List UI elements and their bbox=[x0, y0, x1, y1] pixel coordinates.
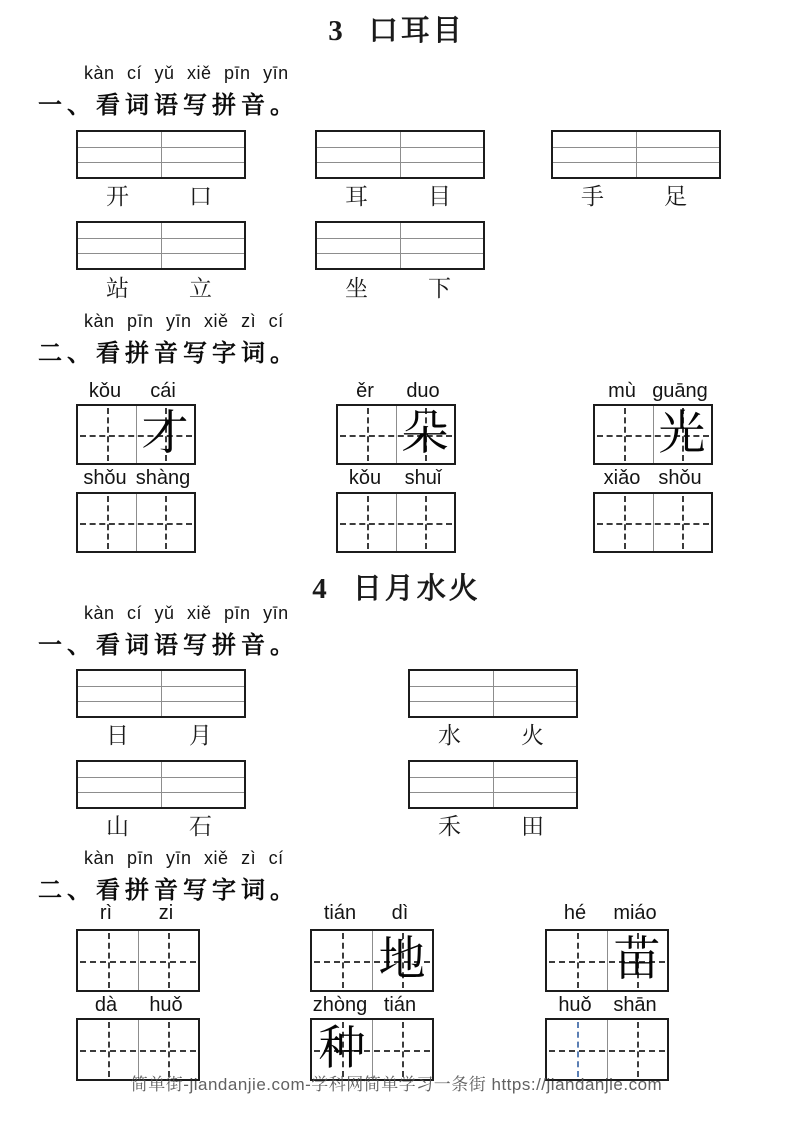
pinyin-write-grid bbox=[551, 130, 721, 179]
pinyin-syllable: ěr bbox=[356, 380, 374, 402]
word-char: 田 bbox=[521, 814, 544, 839]
answer-char bbox=[547, 931, 607, 990]
word-char: 开 bbox=[106, 184, 129, 209]
lesson-title-text: 日月水火 bbox=[352, 573, 481, 605]
pinyin-syllable: shān bbox=[613, 994, 657, 1016]
char-grid bbox=[76, 404, 196, 465]
pinyin-syllable: miáo bbox=[613, 902, 657, 924]
pinyin-write-grid bbox=[76, 669, 246, 718]
section1-pinyin-hint: kàn cí yǔ xiě pīn yīn bbox=[84, 63, 289, 83]
answer-char: 朵 bbox=[401, 408, 449, 460]
answer-char bbox=[396, 494, 454, 551]
char-grid bbox=[76, 929, 200, 992]
char-grid bbox=[545, 929, 669, 992]
pinyin-syllable: shǒu bbox=[83, 467, 127, 489]
word-char: 手 bbox=[581, 184, 604, 209]
word-char: 足 bbox=[664, 184, 687, 209]
section1-heading: 一、看词语写拼音。 bbox=[38, 632, 299, 659]
pinyin-label bbox=[76, 902, 196, 925]
answer-char bbox=[312, 931, 372, 990]
pinyin-write-grid bbox=[315, 221, 485, 270]
answer-char bbox=[338, 406, 396, 463]
answer-char bbox=[78, 931, 138, 990]
pinyin-label bbox=[76, 994, 196, 1017]
pinyin-syllable: hé bbox=[563, 902, 587, 924]
pinyin-syllable: duo bbox=[406, 380, 440, 402]
pinyin-syllable: tián bbox=[323, 902, 357, 924]
word-label bbox=[76, 184, 242, 210]
pinyin-write-grid bbox=[76, 130, 246, 179]
pinyin-syllable: cái bbox=[150, 380, 176, 402]
word-char: 山 bbox=[106, 814, 129, 839]
pinyin-label bbox=[545, 994, 665, 1017]
word-label bbox=[76, 723, 242, 749]
answer-char bbox=[653, 494, 711, 551]
pinyin-syllable: kǒu bbox=[88, 380, 122, 402]
pinyin-label bbox=[310, 994, 430, 1017]
answer-char: 才 bbox=[141, 408, 189, 460]
lesson4-title bbox=[0, 572, 793, 606]
word-char: 月 bbox=[189, 723, 212, 748]
word-char: 火 bbox=[521, 723, 544, 748]
word-char: 坐 bbox=[345, 276, 368, 301]
answer-char bbox=[136, 494, 194, 551]
pinyin-syllable: dà bbox=[94, 994, 118, 1016]
word-char: 立 bbox=[189, 276, 212, 301]
word-label bbox=[551, 184, 717, 210]
pinyin-label bbox=[593, 467, 709, 490]
char-grid bbox=[593, 492, 713, 553]
lesson3-title bbox=[0, 14, 793, 48]
answer-char bbox=[78, 494, 136, 551]
pinyin-syllable: kǒu bbox=[348, 467, 382, 489]
word-label bbox=[408, 814, 574, 840]
word-char: 下 bbox=[428, 276, 451, 301]
lesson-number: 3 bbox=[328, 15, 343, 47]
pinyin-label bbox=[593, 380, 709, 403]
pinyin-label bbox=[336, 467, 452, 490]
pinyin-syllable: shǒu bbox=[658, 467, 702, 489]
word-char: 口 bbox=[189, 184, 212, 209]
char-grid bbox=[336, 492, 456, 553]
pinyin-write-grid bbox=[408, 760, 578, 809]
pinyin-syllable: dì bbox=[391, 902, 409, 924]
pinyin-syllable: mù bbox=[608, 380, 636, 402]
section2-heading: 二、看拼音写字词。 bbox=[38, 877, 299, 904]
section1-heading: 一、看词语写拼音。 bbox=[38, 92, 299, 119]
pinyin-write-grid bbox=[76, 760, 246, 809]
pinyin-syllable: zhòng bbox=[312, 994, 368, 1016]
char-grid bbox=[76, 492, 196, 553]
pinyin-syllable: rì bbox=[99, 902, 113, 924]
watermark-text: 简单街-jiandanjie.com-学科网简单学习一条街 https://jiandanjie.com bbox=[130, 1075, 663, 1094]
answer-char: 光 bbox=[658, 408, 706, 460]
answer-char bbox=[138, 931, 198, 990]
pinyin-syllable: guāng bbox=[652, 380, 708, 402]
pinyin-syllable: huǒ bbox=[149, 994, 183, 1016]
pinyin-write-grid bbox=[315, 130, 485, 179]
pinyin-label bbox=[76, 467, 192, 490]
pinyin-syllable: xiǎo bbox=[603, 467, 641, 489]
lesson-title-text: 口耳目 bbox=[368, 15, 465, 47]
section2-heading: 二、看拼音写字词。 bbox=[38, 340, 299, 367]
pinyin-write-grid bbox=[76, 221, 246, 270]
answer-char: 种 bbox=[318, 1023, 366, 1075]
answer-char bbox=[338, 494, 396, 551]
pinyin-syllable: shuǐ bbox=[404, 467, 442, 489]
word-label bbox=[76, 814, 242, 840]
section2-pinyin-hint: kàn pīn yīn xiě zì cí bbox=[84, 311, 284, 331]
pinyin-label bbox=[545, 902, 665, 925]
char-grid bbox=[336, 404, 456, 465]
answer-char: 苗 bbox=[613, 934, 661, 986]
pinyin-label bbox=[76, 380, 192, 403]
answer-char bbox=[595, 494, 653, 551]
word-label bbox=[315, 184, 481, 210]
pinyin-syllable: huǒ bbox=[558, 994, 592, 1016]
word-label bbox=[315, 276, 481, 302]
word-char: 耳 bbox=[345, 184, 368, 209]
word-char: 石 bbox=[189, 814, 212, 839]
pinyin-syllable: tián bbox=[383, 994, 417, 1016]
char-grid bbox=[310, 929, 434, 992]
word-label bbox=[76, 276, 242, 302]
pinyin-syllable: shàng bbox=[135, 467, 191, 489]
word-label bbox=[408, 723, 574, 749]
char-grid bbox=[593, 404, 713, 465]
answer-char bbox=[595, 406, 653, 463]
word-char: 禾 bbox=[438, 814, 461, 839]
word-char: 站 bbox=[106, 276, 129, 301]
pinyin-write-grid bbox=[408, 669, 578, 718]
section1-pinyin-hint: kàn cí yǔ xiě pīn yīn bbox=[84, 603, 289, 623]
word-char: 水 bbox=[438, 723, 461, 748]
answer-char: 地 bbox=[378, 934, 426, 986]
section2-pinyin-hint: kàn pīn yīn xiě zì cí bbox=[84, 848, 284, 868]
pinyin-syllable: zi bbox=[158, 902, 174, 924]
pinyin-label bbox=[310, 902, 430, 925]
answer-char bbox=[78, 406, 136, 463]
lesson-number: 4 bbox=[312, 573, 327, 605]
pinyin-label bbox=[336, 380, 452, 403]
word-char: 目 bbox=[428, 184, 451, 209]
word-char: 日 bbox=[106, 723, 129, 748]
